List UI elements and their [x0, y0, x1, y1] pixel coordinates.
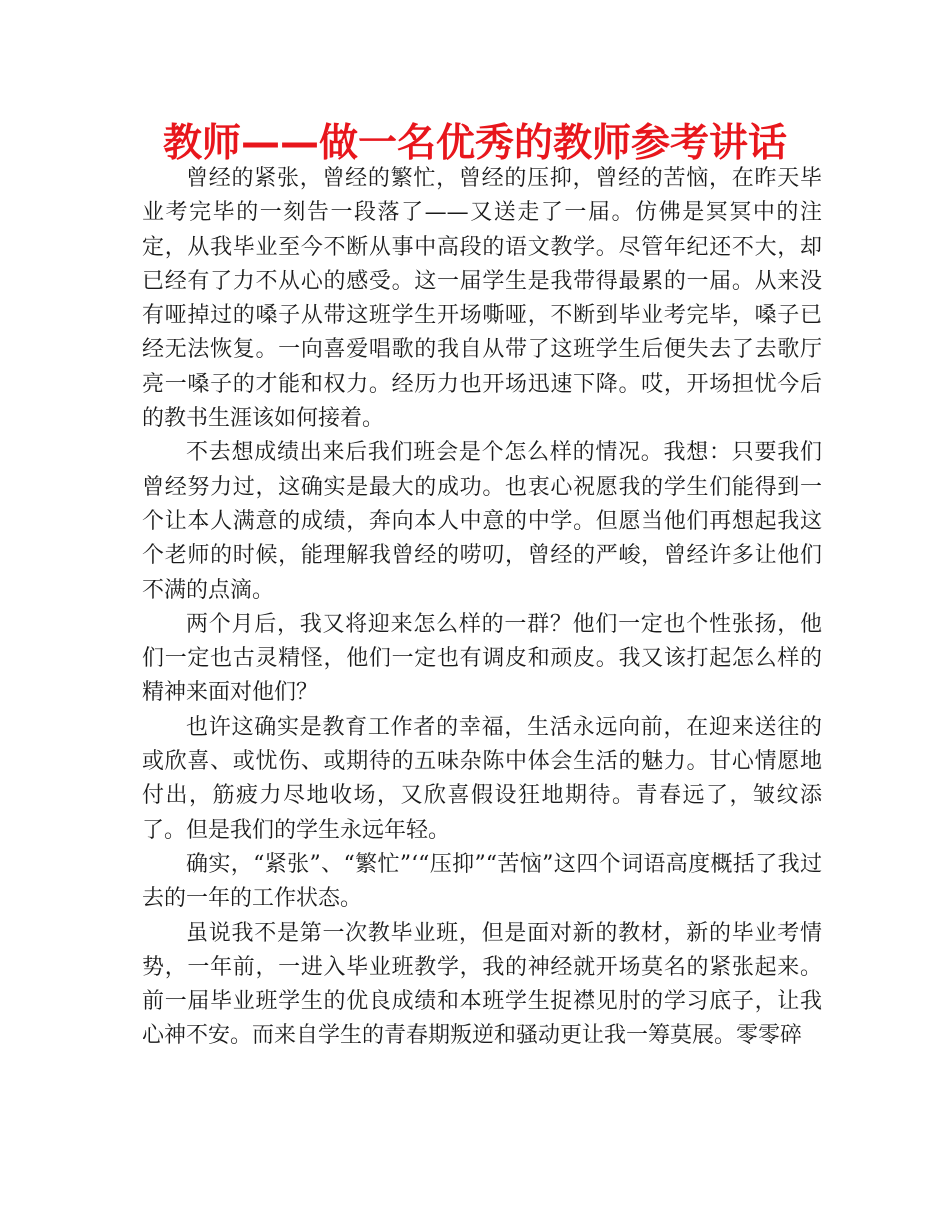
document-body — [142, 162, 822, 1054]
paragraph-2: 不去想成绩出来后我们班会是个怎么样的情况。我想：只要我们曾经努力过，这确实是最大的成功。也衷心祝愿我的学生们能得到一个让本人满意的成绩，奔向本人中意的中学。但愿当他们再想起我这个老师的时候，能理解我曾经的唠叨，曾经的严峻，曾经许多让他们不满的点滴。 — [142, 440, 822, 603]
paragraph-3: 两个月后，我又将迎来怎么样的一群？他们一定也个性张扬，他们一定也古灵精怪，他们一定也有调皮和顽皮。我又该打起怎么样的精神来面对他们？ — [142, 611, 822, 706]
document-title: 教师——做一名优秀的教师参考讲话 — [162, 121, 787, 166]
paragraph-6: 虽说我不是第一次教毕业班，但是面对新的教材，新的毕业考情势，一年前，一进入毕业班教学，我的神经就开场莫名的紧张起来。前一届毕业班学生的优良成绩和本班学生捉襟见肘的学习底子，让我心神不安。而来自学生的青春期叛逆和骚动更让我一筹莫展。零零碎 — [142, 920, 822, 1049]
paragraph-5: 确实，“紧张”、“繁忙”‘“压抑”“苦恼”这四个词语高度概括了我过去的一年的工作状态。 — [142, 851, 822, 912]
paragraph-4: 也许这确实是教育工作者的幸福，生活永远向前，在迎来送往的或欣喜、或忧伤、或期待的五味杂陈中体会生活的魅力。甘心情愿地付出，筋疲力尽地收场，又欣喜假设狂地期待。青春远了，皱纹添了。但是我们的学生永远年轻。 — [142, 714, 822, 843]
paragraph-1: 曾经的紧张，曾经的繁忙，曾经的压抑，曾经的苦恼，在昨天毕业考完毕的一刻告一段落了——又送走了一届。仿佛是冥冥中的注定，从我毕业至今不断从事中高段的语文教学。尽管年纪还不大，却已经有了力不从心的感受。这一届学生是我带得最累的一届。从来没有哑掉过的嗓子从带这班学生开场嘶哑，不断到毕业考完毕，嗓子已经无法恢复。一向喜爱唱歌的我自从带了这班学生后便失去了去歌厅亮一嗓子的才能和权力。经历力也开场迅速下降。哎，开场担忧今后的教书生涯该如何接着。 — [142, 166, 822, 432]
